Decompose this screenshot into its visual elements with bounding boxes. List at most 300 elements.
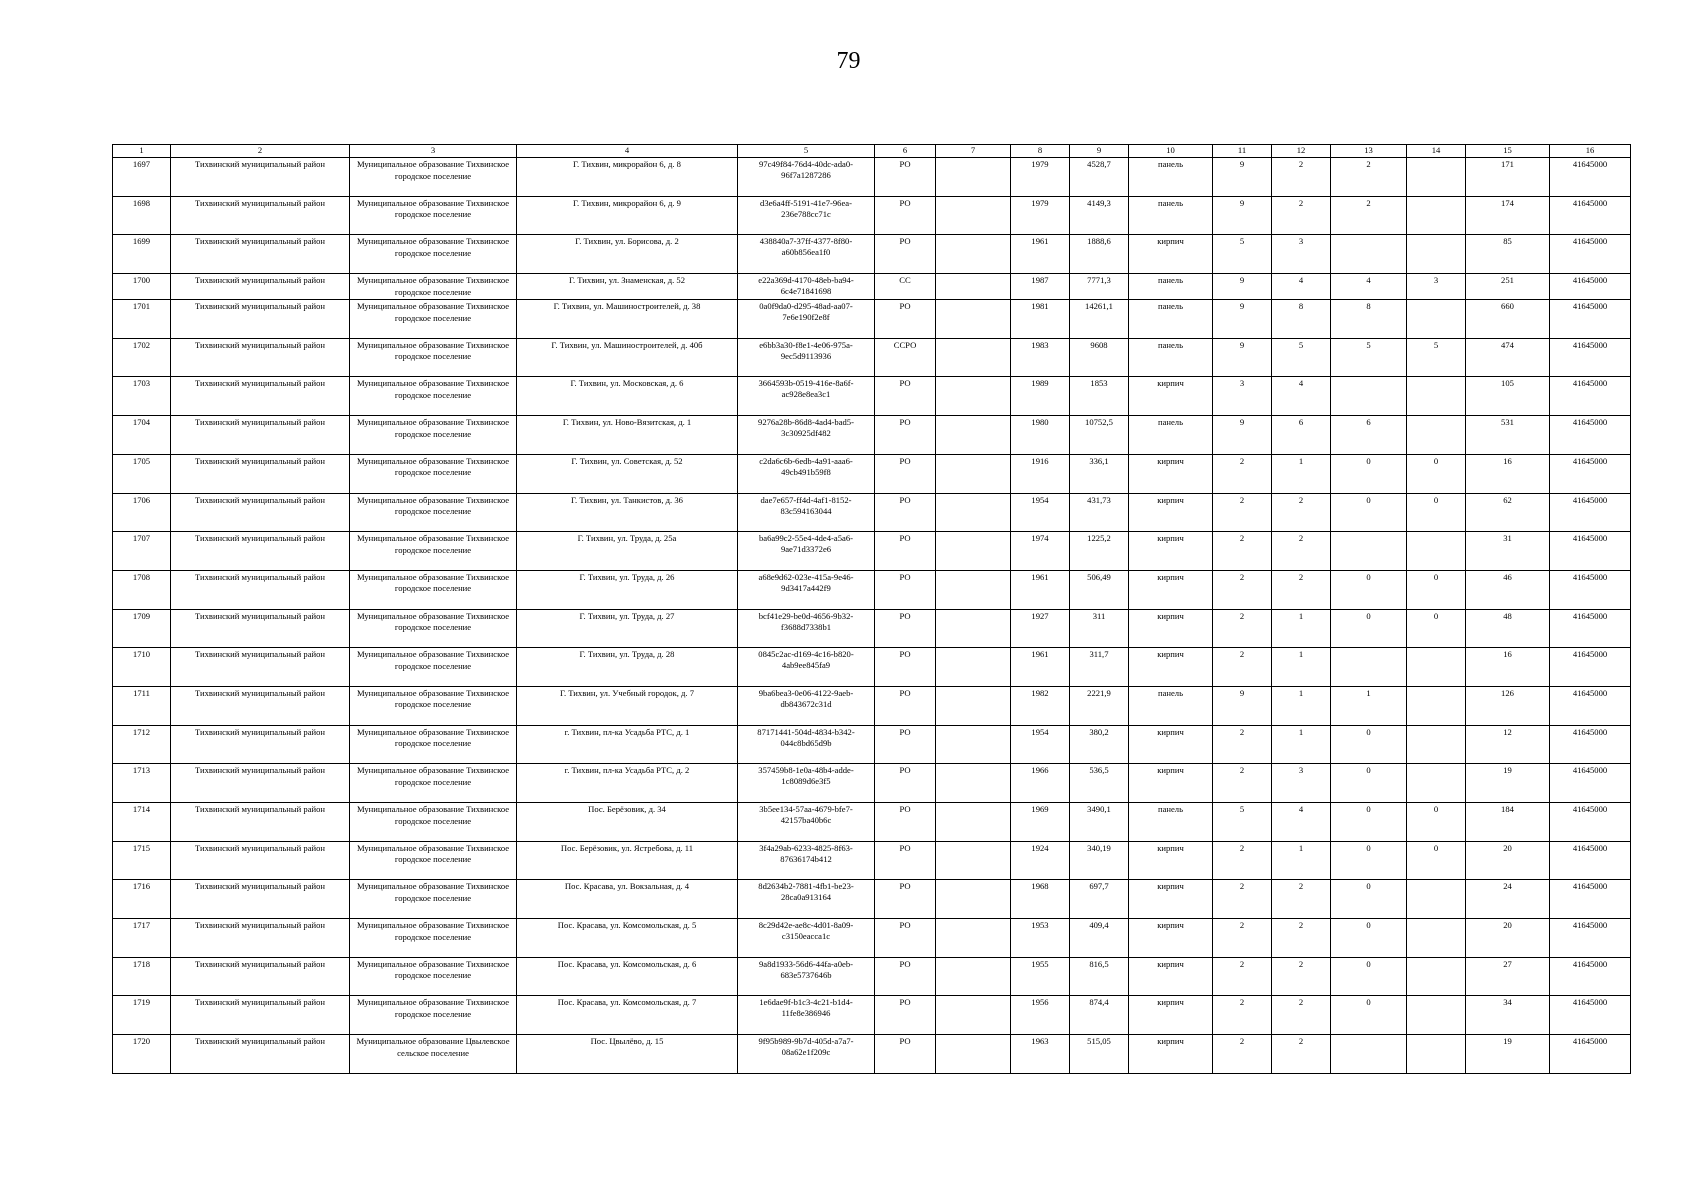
table-cell: 41645000	[1550, 1035, 1631, 1074]
table-cell: 1969	[1011, 803, 1070, 842]
table-cell: Г. Тихвин, ул. Ново-Вязитская, д. 1	[517, 416, 738, 455]
table-cell: 409,4	[1070, 919, 1129, 958]
table-cell: Муниципальное образование Тихвинское городское поселение	[350, 880, 517, 919]
table-cell: 474	[1466, 338, 1550, 377]
table-cell: 0	[1331, 570, 1407, 609]
table-cell: Тихвинский муниципальный район	[171, 377, 350, 416]
table-cell: 1963	[1011, 1035, 1070, 1074]
table-cell: 8	[1272, 300, 1331, 339]
table-cell: 41645000	[1550, 686, 1631, 725]
table-cell	[1331, 1035, 1407, 1074]
table-cell: Муниципальное образование Тихвинское городское поселение	[350, 196, 517, 235]
table-cell: Муниципальное образование Тихвинское городское поселение	[350, 686, 517, 725]
column-header: 15	[1466, 145, 1550, 158]
table-cell: панель	[1129, 158, 1213, 197]
table-cell: 5	[1213, 803, 1272, 842]
table-cell: 41645000	[1550, 377, 1631, 416]
table-cell: РО	[875, 196, 936, 235]
table-cell: 0	[1331, 919, 1407, 958]
table-cell: РО	[875, 957, 936, 996]
table-cell: 4	[1331, 274, 1407, 300]
table-cell: 1953	[1011, 919, 1070, 958]
table-cell: 515,05	[1070, 1035, 1129, 1074]
table-cell: c2da6c6b-6edb-4a91-aaa6-49cb491b59f8	[738, 454, 875, 493]
table-cell: e22a369d-4170-48eb-ba94-6c4e71841698	[738, 274, 875, 300]
table-cell: d3e6a4ff-5191-41e7-96ea-236e788cc71c	[738, 196, 875, 235]
table-cell: 2	[1272, 158, 1331, 197]
table-cell: 41645000	[1550, 803, 1631, 842]
table-cell: 126	[1466, 686, 1550, 725]
table-cell: Муниципальное образование Тихвинское городское поселение	[350, 532, 517, 571]
table-cell: Пос. Цвылёво, д. 15	[517, 1035, 738, 1074]
table-cell: 62	[1466, 493, 1550, 532]
table-cell: РО	[875, 300, 936, 339]
column-header: 4	[517, 145, 738, 158]
table-cell: 41645000	[1550, 416, 1631, 455]
table-cell	[936, 274, 1011, 300]
table-cell: 9608	[1070, 338, 1129, 377]
table-cell: 506,49	[1070, 570, 1129, 609]
table-cell: РО	[875, 609, 936, 648]
table-cell: 41645000	[1550, 338, 1631, 377]
table-cell: Тихвинский муниципальный район	[171, 957, 350, 996]
table-cell: 1715	[113, 841, 171, 880]
table-cell: 0	[1331, 880, 1407, 919]
table-cell: 31	[1466, 532, 1550, 571]
table-row	[113, 957, 1631, 996]
table-cell	[936, 841, 1011, 880]
table-cell: Муниципальное образование Тихвинское городское поселение	[350, 919, 517, 958]
table-row	[113, 493, 1631, 532]
table-cell: 336,1	[1070, 454, 1129, 493]
table-cell: 6	[1272, 416, 1331, 455]
table-cell: 2	[1213, 570, 1272, 609]
table-cell	[1331, 648, 1407, 687]
table-cell: Г. Тихвин, ул. Труда, д. 25а	[517, 532, 738, 571]
table-cell: 0a0f9da0-d295-48ad-aa07-7e6e190f2e8f	[738, 300, 875, 339]
table-cell: 2	[1213, 1035, 1272, 1074]
housing-register-table	[112, 144, 1631, 1074]
table-cell: 3490,1	[1070, 803, 1129, 842]
table-cell: Муниципальное образование Тихвинское городское поселение	[350, 493, 517, 532]
table-cell	[936, 803, 1011, 842]
table-cell: Тихвинский муниципальный район	[171, 158, 350, 197]
table-cell: 1717	[113, 919, 171, 958]
table-cell: 0	[1331, 454, 1407, 493]
table-cell: Муниципальное образование Тихвинское городское поселение	[350, 235, 517, 274]
table-row	[113, 764, 1631, 803]
table-cell	[1407, 377, 1466, 416]
table-cell: кирпич	[1129, 880, 1213, 919]
table-cell: 12	[1466, 725, 1550, 764]
table-cell: 41645000	[1550, 235, 1631, 274]
table-cell: 1e6dae9f-b1c3-4c21-b1d4-11fe8e386946	[738, 996, 875, 1035]
table-cell	[936, 725, 1011, 764]
table-row	[113, 416, 1631, 455]
table-cell: 87171441-504d-4834-b342-044c8bd65d9b	[738, 725, 875, 764]
table-cell: 5	[1213, 235, 1272, 274]
table-cell: РО	[875, 841, 936, 880]
table-cell: 251	[1466, 274, 1550, 300]
table-cell: 340,19	[1070, 841, 1129, 880]
table-cell: 1979	[1011, 196, 1070, 235]
table-cell: 0	[1331, 725, 1407, 764]
column-header: 14	[1407, 145, 1466, 158]
table-row	[113, 235, 1631, 274]
table-cell: Муниципальное образование Тихвинское городское поселение	[350, 803, 517, 842]
table-cell: 1716	[113, 880, 171, 919]
column-number-row	[113, 145, 1631, 158]
table-row	[113, 196, 1631, 235]
table-cell: 1711	[113, 686, 171, 725]
table-cell: 0	[1407, 570, 1466, 609]
table-cell: 3b5ee134-57aa-4679-bfe7-42157ba40b6c	[738, 803, 875, 842]
table-cell: 41645000	[1550, 274, 1631, 300]
table-cell: 2	[1213, 648, 1272, 687]
table-cell: 1961	[1011, 570, 1070, 609]
table-cell: Г. Тихвин, ул. Знаменская, д. 52	[517, 274, 738, 300]
table-cell	[1331, 377, 1407, 416]
table-cell: 105	[1466, 377, 1550, 416]
table-row	[113, 377, 1631, 416]
table-cell: 4149,3	[1070, 196, 1129, 235]
table-cell: РО	[875, 454, 936, 493]
table-cell: 1	[1272, 841, 1331, 880]
table-cell: Тихвинский муниципальный район	[171, 454, 350, 493]
table-cell: Тихвинский муниципальный район	[171, 300, 350, 339]
table-cell	[936, 764, 1011, 803]
table-cell: 8c29d42e-ae8c-4d01-8a09-c3150eacca1c	[738, 919, 875, 958]
table-cell: 1979	[1011, 158, 1070, 197]
table-cell: 874,4	[1070, 996, 1129, 1035]
table-cell: Тихвинский муниципальный район	[171, 686, 350, 725]
table-cell: 5	[1272, 338, 1331, 377]
table-cell: 41645000	[1550, 919, 1631, 958]
table-row	[113, 1035, 1631, 1074]
table-cell: Пос. Красава, ул. Вокзальная, д. 4	[517, 880, 738, 919]
table-cell: РО	[875, 648, 936, 687]
table-cell: 9	[1213, 338, 1272, 377]
table-cell: Муниципальное образование Тихвинское городское поселение	[350, 609, 517, 648]
table-cell: Тихвинский муниципальный район	[171, 235, 350, 274]
table-cell: Муниципальное образование Тихвинское городское поселение	[350, 274, 517, 300]
table-cell: 2	[1272, 957, 1331, 996]
table-cell: 3	[1272, 235, 1331, 274]
table-cell: Тихвинский муниципальный район	[171, 919, 350, 958]
table-cell: кирпич	[1129, 532, 1213, 571]
table-cell: РО	[875, 493, 936, 532]
table-cell: 1719	[113, 996, 171, 1035]
table-row	[113, 532, 1631, 571]
table-cell: кирпич	[1129, 919, 1213, 958]
table-row	[113, 996, 1631, 1035]
table-cell	[936, 609, 1011, 648]
column-header: 9	[1070, 145, 1129, 158]
table-cell: 16	[1466, 454, 1550, 493]
table-cell: 9	[1213, 196, 1272, 235]
table-cell: 0	[1407, 841, 1466, 880]
table-cell: 1954	[1011, 493, 1070, 532]
table-cell: 41645000	[1550, 609, 1631, 648]
table-cell: Пос. Берёзовик, ул. Ястребова, д. 11	[517, 841, 738, 880]
table-cell: 9	[1213, 300, 1272, 339]
column-header: 6	[875, 145, 936, 158]
page-number: 79	[836, 48, 861, 74]
column-header: 5	[738, 145, 875, 158]
table-cell: Тихвинский муниципальный район	[171, 338, 350, 377]
table-cell: dae7e657-ff4d-4af1-8152-83c594163044	[738, 493, 875, 532]
table-cell: 41645000	[1550, 493, 1631, 532]
table-cell: 431,73	[1070, 493, 1129, 532]
table-cell: Тихвинский муниципальный район	[171, 648, 350, 687]
table-cell: Г. Тихвин, ул. Труда, д. 27	[517, 609, 738, 648]
table-cell: 1704	[113, 416, 171, 455]
column-header: 3	[350, 145, 517, 158]
table-cell: 19	[1466, 1035, 1550, 1074]
table-cell	[936, 196, 1011, 235]
table-cell: 1	[1272, 686, 1331, 725]
table-cell: Г. Тихвин, ул. Труда, д. 28	[517, 648, 738, 687]
table-cell: 816,5	[1070, 957, 1129, 996]
table-cell: 1	[1272, 609, 1331, 648]
table-cell	[936, 454, 1011, 493]
table-cell: Муниципальное образование Тихвинское городское поселение	[350, 338, 517, 377]
table-cell: 1853	[1070, 377, 1129, 416]
table-cell: bcf41e29-be0d-4656-9b32-f3688d7338b1	[738, 609, 875, 648]
table-cell: 97c49f84-76d4-40dc-ada0-96f7a1287286	[738, 158, 875, 197]
table-cell: 8d2634b2-7881-4fb1-be23-28ca0a913164	[738, 880, 875, 919]
table-row	[113, 686, 1631, 725]
table-cell: РО	[875, 919, 936, 958]
table-row	[113, 274, 1631, 300]
table-cell: кирпич	[1129, 764, 1213, 803]
table-cell: 2	[1213, 841, 1272, 880]
table-cell: РО	[875, 235, 936, 274]
table-cell: РО	[875, 880, 936, 919]
table-cell: РО	[875, 158, 936, 197]
table-cell: 1	[1272, 725, 1331, 764]
table-cell: Тихвинский муниципальный район	[171, 764, 350, 803]
table-cell: РО	[875, 377, 936, 416]
table-cell: Пос. Красава, ул. Комсомольская, д. 6	[517, 957, 738, 996]
table-cell: 1714	[113, 803, 171, 842]
table-cell: г. Тихвин, пл-ка Усадьба РТС, д. 2	[517, 764, 738, 803]
table-cell: 9	[1213, 686, 1272, 725]
table-cell: 4	[1272, 274, 1331, 300]
table-cell: 1916	[1011, 454, 1070, 493]
table-cell: РО	[875, 532, 936, 571]
table-cell: 184	[1466, 803, 1550, 842]
table-cell: 3	[1272, 764, 1331, 803]
table-cell: a68e9d62-023e-415a-9e46-9d3417a442f9	[738, 570, 875, 609]
table-cell: 1720	[113, 1035, 171, 1074]
table-cell: 9	[1213, 274, 1272, 300]
table-body	[113, 158, 1631, 1074]
table-cell: РО	[875, 803, 936, 842]
table-cell: 41645000	[1550, 196, 1631, 235]
table-cell: 311	[1070, 609, 1129, 648]
table-cell	[1407, 648, 1466, 687]
table-cell: 41645000	[1550, 764, 1631, 803]
column-header: 13	[1331, 145, 1407, 158]
table-cell: Г. Тихвин, ул. Машиностроителей, д. 40б	[517, 338, 738, 377]
table-cell: 380,2	[1070, 725, 1129, 764]
table-cell	[1407, 725, 1466, 764]
table-cell: 9f95b989-9b7d-405d-a7a7-08a62e1f209c	[738, 1035, 875, 1074]
table-cell: РО	[875, 996, 936, 1035]
table-cell: 1702	[113, 338, 171, 377]
table-cell: 0	[1331, 803, 1407, 842]
table-cell: 1708	[113, 570, 171, 609]
table-cell: 1225,2	[1070, 532, 1129, 571]
table-cell: Тихвинский муниципальный район	[171, 416, 350, 455]
table-cell	[1407, 996, 1466, 1035]
table-cell: РО	[875, 686, 936, 725]
table-cell: Тихвинский муниципальный район	[171, 609, 350, 648]
table-cell: 2	[1272, 1035, 1331, 1074]
table-cell: 4	[1272, 803, 1331, 842]
table-cell: 697,7	[1070, 880, 1129, 919]
table-cell: Тихвинский муниципальный район	[171, 1035, 350, 1074]
table-cell: 1701	[113, 300, 171, 339]
table-cell: 2	[1213, 454, 1272, 493]
table-cell: 1	[1272, 648, 1331, 687]
column-header: 1	[113, 145, 171, 158]
table-cell: 1	[1331, 686, 1407, 725]
table-cell: 2	[1213, 532, 1272, 571]
table-cell: РО	[875, 725, 936, 764]
table-cell: 2	[1213, 493, 1272, 532]
table-cell	[1407, 957, 1466, 996]
table-cell: 1699	[113, 235, 171, 274]
table-cell: 1983	[1011, 338, 1070, 377]
table-cell: панель	[1129, 416, 1213, 455]
table-row	[113, 609, 1631, 648]
table-cell	[1331, 235, 1407, 274]
table-cell: панель	[1129, 274, 1213, 300]
table-cell: 1706	[113, 493, 171, 532]
table-cell: 1700	[113, 274, 171, 300]
table-cell: ССРО	[875, 338, 936, 377]
table-cell: Г. Тихвин, микрорайон 6, д. 8	[517, 158, 738, 197]
table-row	[113, 725, 1631, 764]
table-cell: Муниципальное образование Тихвинское городское поселение	[350, 648, 517, 687]
table-cell: 2	[1213, 609, 1272, 648]
table-cell: 174	[1466, 196, 1550, 235]
table-cell: 3	[1213, 377, 1272, 416]
table-cell: Тихвинский муниципальный район	[171, 274, 350, 300]
table-row	[113, 570, 1631, 609]
table-cell: 6	[1331, 416, 1407, 455]
table-cell: 1707	[113, 532, 171, 571]
table-cell: 41645000	[1550, 725, 1631, 764]
table-cell	[1407, 235, 1466, 274]
table-cell: 1989	[1011, 377, 1070, 416]
table-cell: 9	[1213, 416, 1272, 455]
column-header: 11	[1213, 145, 1272, 158]
table-cell: 2	[1213, 996, 1272, 1035]
table-cell: 0	[1407, 454, 1466, 493]
table-cell	[936, 996, 1011, 1035]
table-cell: 1968	[1011, 880, 1070, 919]
table-row	[113, 803, 1631, 842]
table-cell: 2	[1213, 880, 1272, 919]
table-cell: Муниципальное образование Тихвинское городское поселение	[350, 996, 517, 1035]
table-cell: 0	[1331, 841, 1407, 880]
table-cell: 2	[1213, 725, 1272, 764]
table-cell: 9	[1213, 158, 1272, 197]
table-cell: Муниципальное образование Тихвинское городское поселение	[350, 158, 517, 197]
table-cell: 2	[1331, 196, 1407, 235]
table-cell: 1703	[113, 377, 171, 416]
table-cell: Г. Тихвин, ул. Учебный городок, д. 7	[517, 686, 738, 725]
table-cell: e6bb3a30-f8e1-4e06-975a-9ec5d9113936	[738, 338, 875, 377]
table-cell: кирпич	[1129, 957, 1213, 996]
table-cell: Г. Тихвин, ул. Танкистов, д. 36	[517, 493, 738, 532]
table-cell: 1987	[1011, 274, 1070, 300]
table-cell	[1407, 686, 1466, 725]
table-cell: Муниципальное образование Тихвинское городское поселение	[350, 841, 517, 880]
table-cell: 41645000	[1550, 532, 1631, 571]
table-cell	[1407, 300, 1466, 339]
table-cell: Муниципальное образование Тихвинское городское поселение	[350, 957, 517, 996]
table-cell	[936, 493, 1011, 532]
table-cell: панель	[1129, 338, 1213, 377]
table-cell: 1956	[1011, 996, 1070, 1035]
table-cell	[936, 957, 1011, 996]
table-cell: 1961	[1011, 648, 1070, 687]
table-cell: Тихвинский муниципальный район	[171, 725, 350, 764]
table-cell	[1407, 196, 1466, 235]
table-row	[113, 880, 1631, 919]
table-cell: РО	[875, 764, 936, 803]
table-cell: 0	[1407, 493, 1466, 532]
table-cell: 14261,1	[1070, 300, 1129, 339]
table-row	[113, 300, 1631, 339]
table-cell	[1407, 532, 1466, 571]
table-cell: 2	[1272, 919, 1331, 958]
table-cell: 41645000	[1550, 957, 1631, 996]
table-cell: 1712	[113, 725, 171, 764]
table-cell: 0	[1407, 609, 1466, 648]
table-cell: 1697	[113, 158, 171, 197]
table-cell: Муниципальное образование Тихвинское городское поселение	[350, 416, 517, 455]
table-cell: 3	[1407, 274, 1466, 300]
table-cell	[936, 532, 1011, 571]
table-cell	[936, 1035, 1011, 1074]
table-cell	[936, 158, 1011, 197]
table-cell: 1698	[113, 196, 171, 235]
table-cell	[1407, 880, 1466, 919]
table-cell: кирпич	[1129, 725, 1213, 764]
column-header: 2	[171, 145, 350, 158]
table-cell: панель	[1129, 196, 1213, 235]
table-cell: 20	[1466, 841, 1550, 880]
table-cell: 1974	[1011, 532, 1070, 571]
table-cell: Тихвинский муниципальный район	[171, 803, 350, 842]
table-row	[113, 158, 1631, 197]
table-cell: РО	[875, 1035, 936, 1074]
table-cell: Тихвинский муниципальный район	[171, 196, 350, 235]
table-cell: кирпич	[1129, 377, 1213, 416]
table-cell: 171	[1466, 158, 1550, 197]
table-cell: 4528,7	[1070, 158, 1129, 197]
table-cell: 1955	[1011, 957, 1070, 996]
table-cell: кирпич	[1129, 609, 1213, 648]
table-cell: кирпич	[1129, 996, 1213, 1035]
table-cell: 19	[1466, 764, 1550, 803]
table-cell: 438840a7-37ff-4377-8f80-a60b856ea1f0	[738, 235, 875, 274]
